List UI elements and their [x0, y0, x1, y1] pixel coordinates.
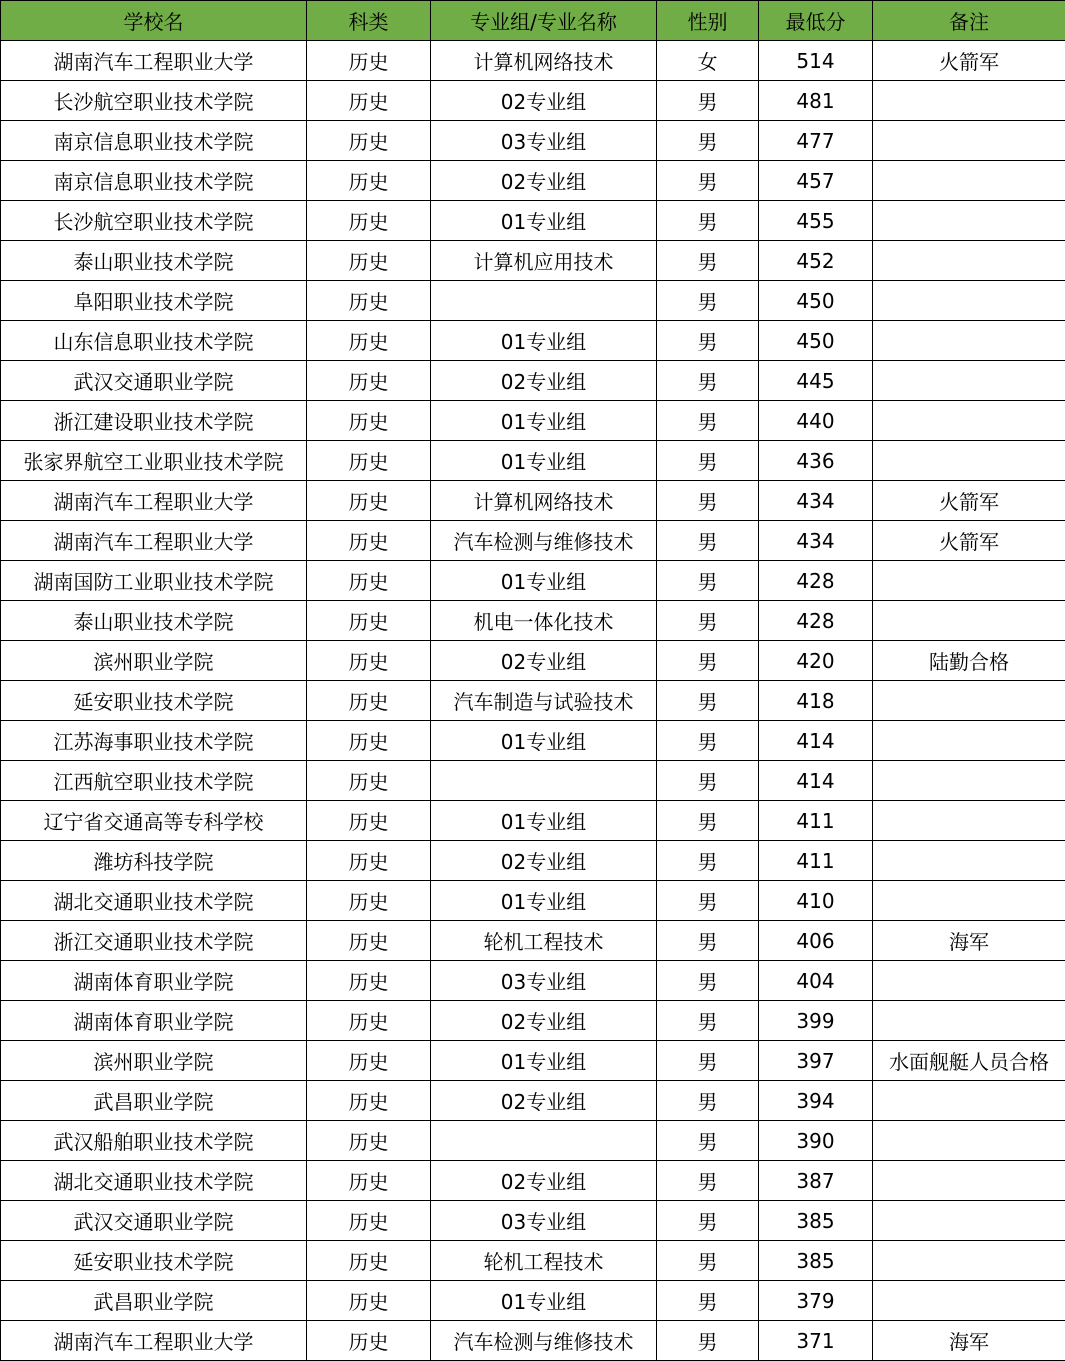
major-group-cell: 汽车检测与维修技术 [431, 1321, 657, 1361]
min-score-cell: 394 [759, 1081, 873, 1121]
min-score-cell: 414 [759, 721, 873, 761]
school-name-cell: 湖北交通职业技术学院 [1, 881, 307, 921]
remarks-cell [873, 961, 1065, 1001]
subject-category-cell: 历史 [307, 521, 431, 561]
major-group-cell: 02专业组 [431, 361, 657, 401]
min-score-cell: 455 [759, 201, 873, 241]
school-name-cell: 泰山职业技术学院 [1, 241, 307, 281]
min-score-cell: 411 [759, 801, 873, 841]
table-row [1, 1201, 1065, 1241]
gender-cell: 男 [657, 1121, 759, 1161]
remarks-cell [873, 721, 1065, 761]
subject-category-cell: 历史 [307, 1201, 431, 1241]
gender-cell: 男 [657, 801, 759, 841]
school-name-cell: 湖南国防工业职业技术学院 [1, 561, 307, 601]
table-row [1, 761, 1065, 801]
table-row [1, 601, 1065, 641]
table-row [1, 121, 1065, 161]
gender-cell: 男 [657, 1321, 759, 1361]
remarks-cell [873, 161, 1065, 201]
table-row [1, 801, 1065, 841]
gender-cell: 男 [657, 761, 759, 801]
gender-cell: 男 [657, 81, 759, 121]
min-score-cell: 397 [759, 1041, 873, 1081]
table-row [1, 1241, 1065, 1281]
school-name-cell: 武汉交通职业学院 [1, 361, 307, 401]
remarks-cell [873, 1241, 1065, 1281]
table-row [1, 1121, 1065, 1161]
gender-cell: 男 [657, 1281, 759, 1321]
school-name-cell: 南京信息职业技术学院 [1, 161, 307, 201]
min-score-cell: 410 [759, 881, 873, 921]
min-score-cell: 411 [759, 841, 873, 881]
table-row [1, 561, 1065, 601]
gender-cell: 男 [657, 681, 759, 721]
gender-cell: 男 [657, 1241, 759, 1281]
school-name-cell: 湖南汽车工程职业大学 [1, 481, 307, 521]
table-row [1, 1081, 1065, 1121]
major-group-cell: 01专业组 [431, 441, 657, 481]
min-score-cell: 406 [759, 921, 873, 961]
gender-cell: 男 [657, 441, 759, 481]
min-score-cell: 420 [759, 641, 873, 681]
subject-category-cell: 历史 [307, 1281, 431, 1321]
remarks-cell [873, 601, 1065, 641]
subject-category-cell: 历史 [307, 761, 431, 801]
remarks-cell [873, 241, 1065, 281]
min-score-cell: 457 [759, 161, 873, 201]
table-row [1, 161, 1065, 201]
school-name-cell: 长沙航空职业技术学院 [1, 81, 307, 121]
remarks-cell [873, 1121, 1065, 1161]
min-score-cell: 385 [759, 1241, 873, 1281]
subject-category-cell: 历史 [307, 561, 431, 601]
major-group-cell: 01专业组 [431, 721, 657, 761]
major-group-cell: 01专业组 [431, 561, 657, 601]
min-score-cell: 385 [759, 1201, 873, 1241]
subject-category-cell: 历史 [307, 161, 431, 201]
subject-category-cell: 历史 [307, 281, 431, 321]
min-score-cell: 371 [759, 1321, 873, 1361]
school-name-cell: 湖南汽车工程职业大学 [1, 41, 307, 81]
major-group-cell: 02专业组 [431, 1161, 657, 1201]
subject-category-cell: 历史 [307, 321, 431, 361]
school-name-cell: 江西航空职业技术学院 [1, 761, 307, 801]
school-name-cell: 潍坊科技学院 [1, 841, 307, 881]
school-name-cell: 浙江建设职业技术学院 [1, 401, 307, 441]
school-name-cell: 浙江交通职业技术学院 [1, 921, 307, 961]
table-row [1, 81, 1065, 121]
subject-category-cell: 历史 [307, 721, 431, 761]
min-score-cell: 477 [759, 121, 873, 161]
major-group-cell: 01专业组 [431, 881, 657, 921]
gender-cell: 男 [657, 121, 759, 161]
table-row [1, 481, 1065, 521]
table-row [1, 881, 1065, 921]
table-row [1, 1281, 1065, 1321]
major-group-cell: 03专业组 [431, 961, 657, 1001]
header-min-score: 最低分 [759, 1, 873, 41]
school-name-cell: 延安职业技术学院 [1, 681, 307, 721]
gender-cell: 男 [657, 921, 759, 961]
subject-category-cell: 历史 [307, 1241, 431, 1281]
major-group-cell: 02专业组 [431, 161, 657, 201]
school-name-cell: 阜阳职业技术学院 [1, 281, 307, 321]
min-score-cell: 387 [759, 1161, 873, 1201]
major-group-cell: 01专业组 [431, 1041, 657, 1081]
gender-cell: 男 [657, 161, 759, 201]
subject-category-cell: 历史 [307, 1121, 431, 1161]
subject-category-cell: 历史 [307, 921, 431, 961]
remarks-cell [873, 201, 1065, 241]
major-group-cell [431, 281, 657, 321]
min-score-cell: 445 [759, 361, 873, 401]
remarks-cell [873, 361, 1065, 401]
gender-cell: 男 [657, 481, 759, 521]
school-name-cell: 南京信息职业技术学院 [1, 121, 307, 161]
header-school-name: 学校名 [1, 1, 307, 41]
table-row [1, 281, 1065, 321]
subject-category-cell: 历史 [307, 121, 431, 161]
major-group-cell: 01专业组 [431, 321, 657, 361]
subject-category-cell: 历史 [307, 41, 431, 81]
table-row [1, 1001, 1065, 1041]
school-name-cell: 湖北交通职业技术学院 [1, 1161, 307, 1201]
subject-category-cell: 历史 [307, 441, 431, 481]
school-name-cell: 武汉交通职业学院 [1, 1201, 307, 1241]
subject-category-cell: 历史 [307, 241, 431, 281]
min-score-cell: 404 [759, 961, 873, 1001]
major-group-cell: 01专业组 [431, 201, 657, 241]
min-score-cell: 428 [759, 561, 873, 601]
subject-category-cell: 历史 [307, 481, 431, 521]
gender-cell: 男 [657, 1041, 759, 1081]
major-group-cell: 03专业组 [431, 121, 657, 161]
header-row [1, 1, 1065, 41]
subject-category-cell: 历史 [307, 1081, 431, 1121]
min-score-cell: 414 [759, 761, 873, 801]
table-header [1, 1, 1065, 41]
gender-cell: 男 [657, 321, 759, 361]
school-name-cell: 湖南体育职业学院 [1, 961, 307, 1001]
table-row [1, 441, 1065, 481]
remarks-cell: 水面舰艇人员合格 [873, 1041, 1065, 1081]
remarks-cell [873, 81, 1065, 121]
school-name-cell: 武昌职业学院 [1, 1081, 307, 1121]
major-group-cell: 02专业组 [431, 1081, 657, 1121]
major-group-cell [431, 1121, 657, 1161]
gender-cell: 男 [657, 561, 759, 601]
min-score-cell: 434 [759, 481, 873, 521]
table-row [1, 961, 1065, 1001]
remarks-cell [873, 1161, 1065, 1201]
subject-category-cell: 历史 [307, 601, 431, 641]
subject-category-cell: 历史 [307, 361, 431, 401]
table-row [1, 321, 1065, 361]
remarks-cell: 海军 [873, 1321, 1065, 1361]
school-name-cell: 武汉船舶职业技术学院 [1, 1121, 307, 1161]
school-name-cell: 张家界航空工业职业技术学院 [1, 441, 307, 481]
school-name-cell: 江苏海事职业技术学院 [1, 721, 307, 761]
school-name-cell: 山东信息职业技术学院 [1, 321, 307, 361]
school-name-cell: 泰山职业技术学院 [1, 601, 307, 641]
remarks-cell: 火箭军 [873, 481, 1065, 521]
major-group-cell: 03专业组 [431, 1201, 657, 1241]
major-group-cell: 轮机工程技术 [431, 921, 657, 961]
remarks-cell [873, 801, 1065, 841]
table-row [1, 1041, 1065, 1081]
gender-cell: 男 [657, 1081, 759, 1121]
remarks-cell [873, 1001, 1065, 1041]
subject-category-cell: 历史 [307, 681, 431, 721]
gender-cell: 男 [657, 521, 759, 561]
min-score-cell: 450 [759, 321, 873, 361]
major-group-cell: 01专业组 [431, 1281, 657, 1321]
subject-category-cell: 历史 [307, 801, 431, 841]
gender-cell: 男 [657, 1161, 759, 1201]
school-name-cell: 延安职业技术学院 [1, 1241, 307, 1281]
gender-cell: 男 [657, 961, 759, 1001]
major-group-cell: 计算机网络技术 [431, 481, 657, 521]
school-name-cell: 武昌职业学院 [1, 1281, 307, 1321]
table-row [1, 721, 1065, 761]
header-subject-category: 科类 [307, 1, 431, 41]
remarks-cell [873, 561, 1065, 601]
major-group-cell: 02专业组 [431, 1001, 657, 1041]
remarks-cell [873, 1201, 1065, 1241]
remarks-cell [873, 401, 1065, 441]
table-row [1, 41, 1065, 81]
remarks-cell [873, 1081, 1065, 1121]
min-score-cell: 399 [759, 1001, 873, 1041]
subject-category-cell: 历史 [307, 641, 431, 681]
min-score-cell: 390 [759, 1121, 873, 1161]
table-row [1, 1321, 1065, 1361]
gender-cell: 男 [657, 1201, 759, 1241]
remarks-cell: 陆勤合格 [873, 641, 1065, 681]
school-name-cell: 长沙航空职业技术学院 [1, 201, 307, 241]
table-row [1, 201, 1065, 241]
header-remarks: 备注 [873, 1, 1065, 41]
subject-category-cell: 历史 [307, 401, 431, 441]
gender-cell: 男 [657, 721, 759, 761]
table-row [1, 241, 1065, 281]
gender-cell: 男 [657, 201, 759, 241]
header-major-group: 专业组/专业名称 [431, 1, 657, 41]
table-row [1, 401, 1065, 441]
min-score-cell: 452 [759, 241, 873, 281]
school-name-cell: 湖南体育职业学院 [1, 1001, 307, 1041]
major-group-cell: 01专业组 [431, 401, 657, 441]
min-score-cell: 436 [759, 441, 873, 481]
major-group-cell: 轮机工程技术 [431, 1241, 657, 1281]
min-score-cell: 440 [759, 401, 873, 441]
gender-cell: 男 [657, 281, 759, 321]
subject-category-cell: 历史 [307, 961, 431, 1001]
gender-cell: 男 [657, 241, 759, 281]
table-row [1, 641, 1065, 681]
gender-cell: 男 [657, 641, 759, 681]
subject-category-cell: 历史 [307, 1321, 431, 1361]
subject-category-cell: 历史 [307, 1161, 431, 1201]
table-row [1, 1161, 1065, 1201]
major-group-cell: 02专业组 [431, 841, 657, 881]
min-score-cell: 418 [759, 681, 873, 721]
subject-category-cell: 历史 [307, 881, 431, 921]
subject-category-cell: 历史 [307, 1001, 431, 1041]
remarks-cell: 火箭军 [873, 41, 1065, 81]
major-group-cell: 02专业组 [431, 641, 657, 681]
remarks-cell [873, 761, 1065, 801]
table-row [1, 681, 1065, 721]
remarks-cell [873, 121, 1065, 161]
gender-cell: 男 [657, 841, 759, 881]
gender-cell: 男 [657, 401, 759, 441]
major-group-cell: 01专业组 [431, 801, 657, 841]
subject-category-cell: 历史 [307, 81, 431, 121]
table-row [1, 361, 1065, 401]
gender-cell: 男 [657, 881, 759, 921]
min-score-cell: 379 [759, 1281, 873, 1321]
header-gender: 性别 [657, 1, 759, 41]
table-body [1, 41, 1065, 1361]
table-row [1, 921, 1065, 961]
gender-cell: 男 [657, 1001, 759, 1041]
remarks-cell [873, 881, 1065, 921]
remarks-cell: 火箭军 [873, 521, 1065, 561]
major-group-cell: 汽车检测与维修技术 [431, 521, 657, 561]
major-group-cell: 机电一体化技术 [431, 601, 657, 641]
school-name-cell: 湖南汽车工程职业大学 [1, 521, 307, 561]
gender-cell: 男 [657, 601, 759, 641]
major-group-cell: 汽车制造与试验技术 [431, 681, 657, 721]
table-row [1, 521, 1065, 561]
min-score-cell: 450 [759, 281, 873, 321]
remarks-cell [873, 1281, 1065, 1321]
major-group-cell: 02专业组 [431, 81, 657, 121]
major-group-cell: 计算机应用技术 [431, 241, 657, 281]
table-row [1, 841, 1065, 881]
subject-category-cell: 历史 [307, 1041, 431, 1081]
major-group-cell [431, 761, 657, 801]
min-score-cell: 514 [759, 41, 873, 81]
remarks-cell [873, 681, 1065, 721]
major-group-cell: 计算机网络技术 [431, 41, 657, 81]
remarks-cell [873, 281, 1065, 321]
remarks-cell [873, 441, 1065, 481]
min-score-cell: 481 [759, 81, 873, 121]
school-name-cell: 滨州职业学院 [1, 1041, 307, 1081]
school-name-cell: 辽宁省交通高等专科学校 [1, 801, 307, 841]
gender-cell: 男 [657, 361, 759, 401]
min-score-cell: 434 [759, 521, 873, 561]
school-name-cell: 湖南汽车工程职业大学 [1, 1321, 307, 1361]
remarks-cell [873, 321, 1065, 361]
subject-category-cell: 历史 [307, 201, 431, 241]
subject-category-cell: 历史 [307, 841, 431, 881]
min-score-cell: 428 [759, 601, 873, 641]
school-name-cell: 滨州职业学院 [1, 641, 307, 681]
remarks-cell [873, 841, 1065, 881]
remarks-cell: 海军 [873, 921, 1065, 961]
gender-cell: 女 [657, 41, 759, 81]
